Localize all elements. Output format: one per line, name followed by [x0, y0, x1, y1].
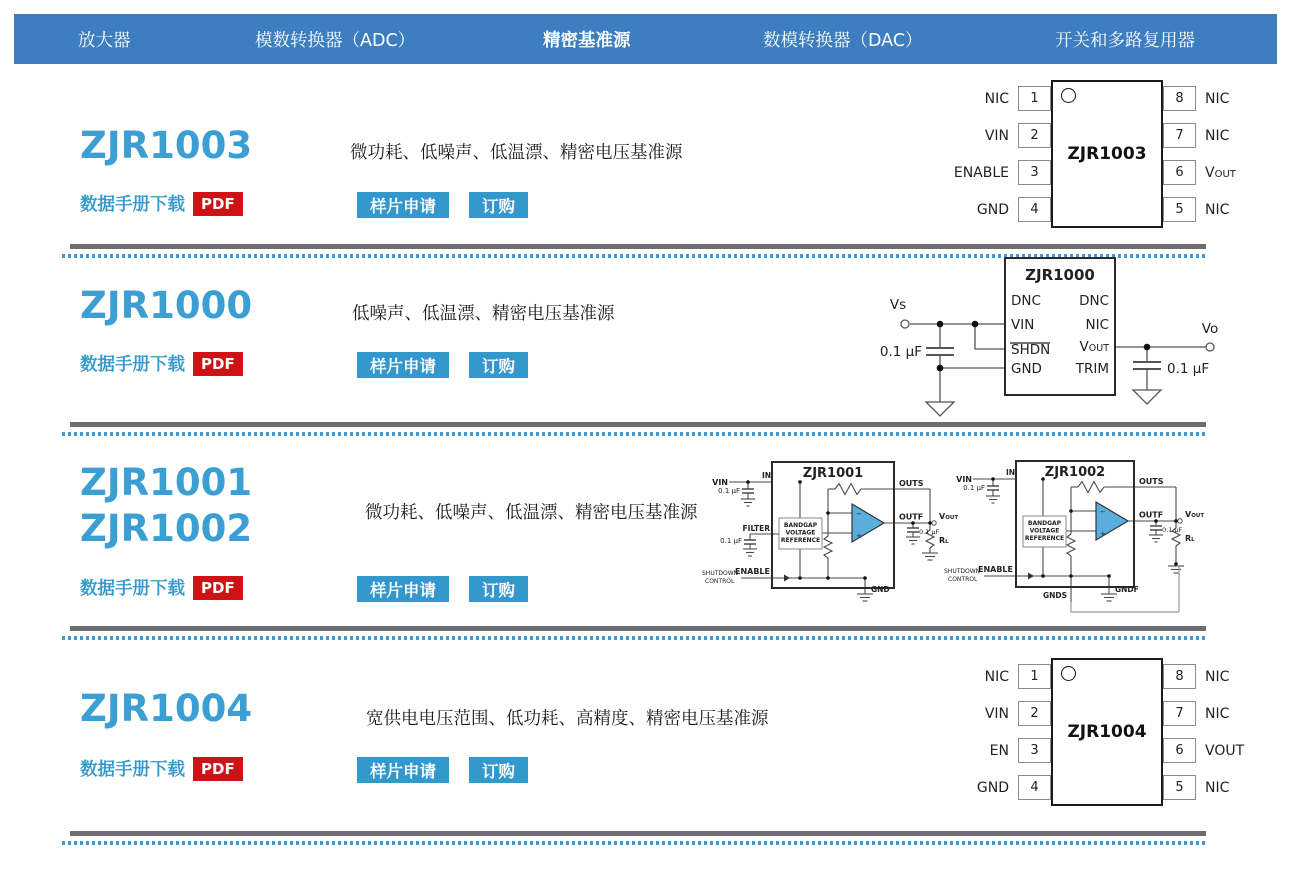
pin-label: EN [989, 742, 1009, 759]
pin-box: 6 [1163, 160, 1196, 185]
amp-plus-sign: + [856, 532, 862, 540]
zjr1004-datasheet-row [80, 756, 243, 781]
zjr1001-title: ZJR1001 [80, 461, 253, 504]
pin-box: 8 [1163, 86, 1196, 111]
zjr1004-order-button[interactable]: 订购 [469, 757, 528, 783]
separator-line [70, 626, 1206, 631]
pin-label: VIN [984, 705, 1009, 722]
pin-box: 7 [1163, 701, 1196, 726]
nav-item-amplifiers[interactable]: 放大器 [78, 30, 131, 51]
vs-label: Vs [889, 297, 907, 313]
zjr1003-datasheet-link[interactable]: 数据手册下载 [80, 195, 185, 215]
pin-label: NIC [1205, 705, 1230, 722]
zjr1004-description: 宽供电电压范围、低功耗、高精度、精密电压基准源 [366, 709, 769, 729]
zjr1004-datasheet-link[interactable]: 数据手册下载 [80, 760, 185, 780]
vo-label: Vo [1201, 321, 1219, 337]
zjr1001-datasheet-row [80, 575, 243, 600]
cap-value: 0.1 µF [720, 537, 742, 545]
zjr1004-title: ZJR1004 [80, 687, 253, 730]
separator-line [70, 422, 1206, 427]
separator-dotted-line [62, 636, 1208, 640]
nav-item-precision-references[interactable]: 精密基准源 [543, 30, 631, 51]
zjr1003-title: ZJR1003 [80, 124, 253, 167]
bandgap-text: REFERENCE [780, 537, 821, 544]
zjr1001-pdf-badge[interactable]: PDF [193, 576, 243, 600]
nav-item-dac[interactable]: 数模转换器（DAC） [763, 30, 923, 51]
cap-value: 0.1 µF [963, 484, 985, 492]
zjr1003-actions [357, 192, 528, 218]
chip-name: ZJR1004 [1067, 722, 1147, 742]
enable-arrow-icon [784, 575, 790, 582]
pin-label: DNC [1079, 293, 1109, 309]
zjr1003-order-button[interactable]: 订购 [469, 192, 528, 218]
zjr1000-description: 低噪声、低温漂、精密电压基准源 [352, 304, 615, 324]
bandgap-text: BANDGAP [1027, 520, 1062, 527]
zjr1003-pinout-diagram [948, 80, 1266, 228]
pin-label: TRIM [1075, 361, 1109, 377]
chip-name: ZJR1002 [1044, 465, 1106, 480]
nav-item-adc[interactable]: 模数转换器（ADC） [255, 30, 416, 51]
outf-pin-label: OUTF [899, 512, 924, 522]
zjr1001-actions [357, 576, 528, 602]
zjr1004-actions [357, 757, 528, 783]
outs-pin-label: OUTS [899, 479, 924, 488]
vout-label: VOUT [1185, 510, 1205, 519]
zjr1001-order-button[interactable]: 订购 [469, 576, 528, 602]
pin-label: GND [976, 201, 1009, 218]
pin-box: 4 [1018, 197, 1051, 222]
pin-label: NIC [1085, 317, 1109, 333]
pin-box: 2 [1018, 701, 1051, 726]
pin-label: NIC [984, 90, 1009, 107]
enable-pin-label: ENABLE [977, 565, 1013, 574]
zjr1001-sample-button[interactable]: 样片申请 [357, 576, 449, 602]
pin-label: NIC [1205, 201, 1230, 218]
shutdown-label: SHUTDOWN [702, 570, 739, 577]
zjr1002-title: ZJR1002 [80, 507, 253, 550]
zjr1004-chip-body [1051, 658, 1163, 806]
separator-dotted-line [62, 841, 1208, 845]
bandgap-text: REFERENCE [1024, 535, 1065, 542]
zjr1004-pinout-diagram [948, 658, 1266, 806]
outs-pin-label: OUTS [1139, 477, 1164, 486]
pin-box: 7 [1163, 123, 1196, 148]
separator-dotted-line [62, 432, 1208, 436]
gnds-pin-label: GNDS [1042, 591, 1067, 600]
zjr1003-datasheet-row [80, 191, 243, 216]
zjr1000-datasheet-row [80, 351, 243, 376]
gnd-pin-label: GND [871, 585, 890, 594]
cap-value: 0.1 µF [879, 344, 922, 360]
pin-box: 2 [1018, 123, 1051, 148]
amp-minus-sign: − [856, 510, 862, 518]
zjr1000-actions [357, 352, 528, 378]
pin-label: GND [976, 779, 1009, 796]
pin-label: NIC [1205, 668, 1230, 685]
pin1-indicator-icon [1061, 666, 1076, 681]
chip-name: ZJR1003 [1067, 144, 1147, 164]
pin-label-vout: VOUT [1079, 339, 1109, 355]
separator-line [70, 244, 1206, 249]
vout-label: VOUT [939, 512, 959, 521]
pin-label: NIC [1205, 90, 1230, 107]
zjr1001-datasheet-link[interactable]: 数据手册下载 [80, 579, 185, 599]
pin-label: VIN [984, 127, 1009, 144]
zjr1003-pdf-badge[interactable]: PDF [193, 192, 243, 216]
zjr1003-sample-button[interactable]: 样片申请 [357, 192, 449, 218]
pin1-indicator-icon [1061, 88, 1076, 103]
pin-box: 3 [1018, 738, 1051, 763]
vin-label: VIN [712, 478, 728, 487]
zjr1003-description: 微功耗、低噪声、低温漂、精密电压基准源 [350, 143, 683, 163]
pin-label: VOUT [1205, 164, 1236, 181]
zjr1004-pdf-badge[interactable]: PDF [193, 757, 243, 781]
pin-box: 1 [1018, 86, 1051, 111]
amp-plus-sign: + [1100, 530, 1106, 538]
zjr1000-sample-button[interactable]: 样片申请 [357, 352, 449, 378]
chip-name: ZJR1000 [1025, 266, 1095, 284]
pin-label: GND [1011, 361, 1042, 377]
load-resistor-label: RL [1185, 534, 1195, 543]
pin-label: NIC [1205, 127, 1230, 144]
vin-label: VIN [956, 475, 972, 484]
in-pin-label: IN [762, 471, 772, 480]
separator-line [70, 831, 1206, 836]
cap-value: 0.1 µF [1162, 526, 1183, 534]
pin-box: 8 [1163, 664, 1196, 689]
cap-value: 0.1 µF [919, 528, 940, 536]
control-label: CONTROL [705, 578, 735, 585]
bandgap-text: VOLTAGE [785, 529, 816, 537]
pin-label: DNC [1011, 293, 1041, 309]
zjr1000-datasheet-link[interactable]: 数据手册下载 [80, 355, 185, 375]
outf-pin-label: OUTF [1139, 510, 1164, 520]
gndf-pin-label: GNDF [1115, 585, 1139, 594]
chip-name: ZJR1001 [802, 466, 864, 481]
in-pin-label: IN [1006, 468, 1016, 477]
zjr1002-block-diagram [936, 454, 1231, 626]
control-label: CONTROL [948, 576, 978, 583]
pin-box: 1 [1018, 664, 1051, 689]
pin-label: NIC [1205, 779, 1230, 796]
zjr1000-title: ZJR1000 [80, 284, 253, 327]
pin-label: SHDN [1011, 342, 1051, 358]
bandgap-text: VOLTAGE [1029, 527, 1060, 535]
shutdown-label: SHUTDOWN [944, 568, 981, 575]
pin-label: VIN [1011, 317, 1035, 333]
bandgap-text: BANDGAP [783, 522, 818, 529]
amp-minus-sign: − [1100, 508, 1106, 516]
pin-box: 3 [1018, 160, 1051, 185]
filter-pin-label: FILTER [742, 524, 770, 533]
ground-symbol [1133, 390, 1161, 404]
enable-pin-label: ENABLE [734, 567, 770, 576]
cap-value: 0.1 µF [718, 487, 740, 495]
zjr1001-block-diagram [700, 456, 962, 621]
pin-box: 5 [1163, 197, 1196, 222]
zjr1000-order-button[interactable]: 订购 [469, 352, 528, 378]
zjr1004-sample-button[interactable]: 样片申请 [357, 757, 449, 783]
pin-label: VOUT [1205, 742, 1245, 759]
top-nav [14, 14, 1277, 64]
pin-label: ENABLE [953, 164, 1009, 181]
nav-item-switches-mux[interactable]: 开关和多路复用器 [1055, 30, 1195, 51]
zjr1000-application-circuit [858, 256, 1258, 426]
zjr1001-zjr1002-description: 微功耗、低噪声、低温漂、精密电压基准源 [365, 503, 698, 523]
zjr1003-chip-body [1051, 80, 1163, 228]
zjr1000-pdf-badge[interactable]: PDF [193, 352, 243, 376]
pin-box: 5 [1163, 775, 1196, 800]
load-resistor-label: RL [939, 536, 949, 545]
pin-box: 6 [1163, 738, 1196, 763]
cap-value: 0.1 µF [1167, 361, 1210, 377]
pin-label: NIC [984, 668, 1009, 685]
enable-arrow-icon [1028, 573, 1034, 580]
pin-box: 4 [1018, 775, 1051, 800]
ground-symbol [926, 402, 954, 416]
